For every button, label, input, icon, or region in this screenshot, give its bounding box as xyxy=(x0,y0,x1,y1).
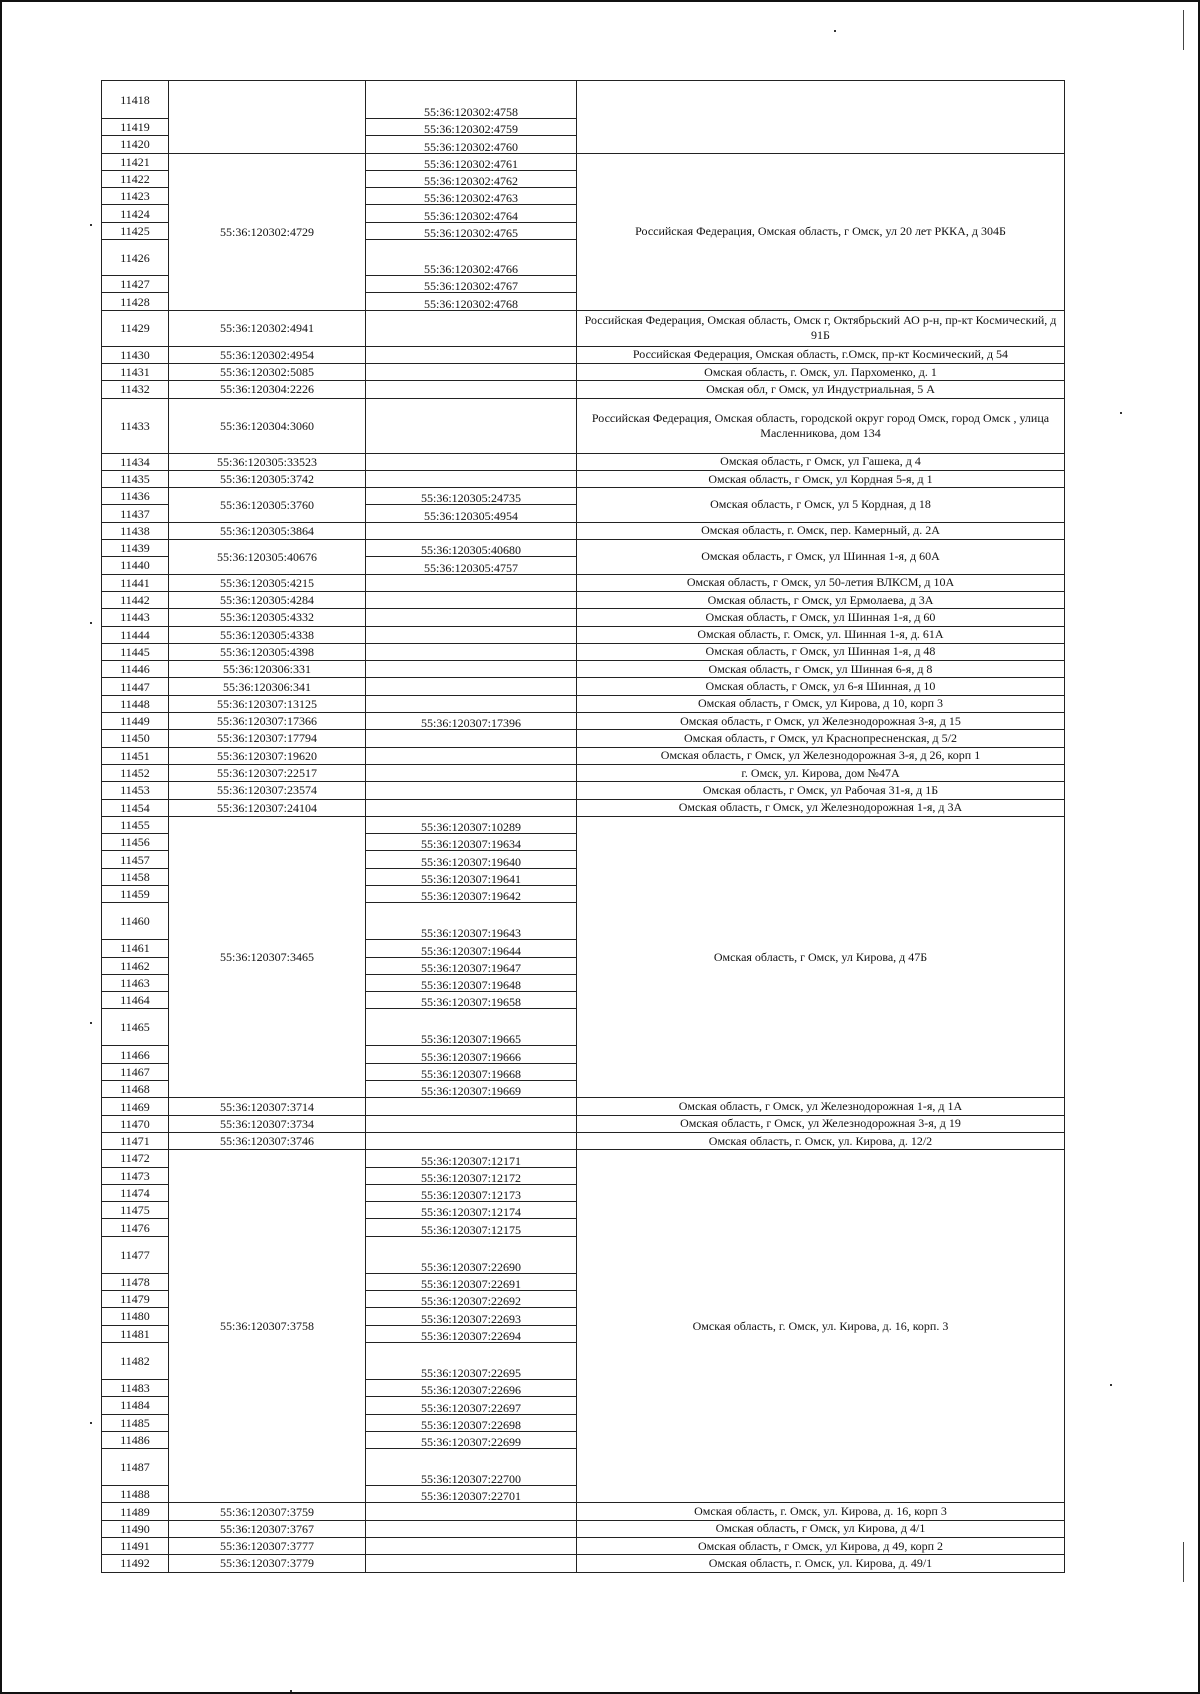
sub-parcel-cell: 55:36:120307:22699 xyxy=(366,1431,577,1448)
row-number-cell: 11457 xyxy=(102,851,169,868)
parcel-number-cell: 55:36:120302:4729 xyxy=(169,153,366,310)
sub-parcel-cell: 55:36:120307:22696 xyxy=(366,1379,577,1396)
sub-parcel-cell xyxy=(366,643,577,660)
parcel-number-cell xyxy=(169,81,366,154)
parcel-number-cell: 55:36:120302:5085 xyxy=(169,363,366,380)
address-cell: Омская область, г Омск, ул Ермолаева, д 3А xyxy=(577,591,1065,608)
sub-parcel-cell xyxy=(366,470,577,487)
row-number-cell: 11464 xyxy=(102,992,169,1009)
parcel-number-cell: 55:36:120305:4338 xyxy=(169,626,366,643)
table-row xyxy=(102,153,1065,170)
address-cell: Российская Федерация, Омская область, г Омск, ул 20 лет РККА, д 304Б xyxy=(577,153,1065,310)
sub-parcel-cell: 55:36:120307:19640 xyxy=(366,851,577,868)
row-number-cell: 11472 xyxy=(102,1150,169,1167)
sub-parcel-cell: 55:36:120307:22691 xyxy=(366,1273,577,1290)
table-row xyxy=(102,816,1065,833)
table-row xyxy=(102,1132,1065,1149)
sub-parcel-cell: 55:36:120307:10289 xyxy=(366,816,577,833)
sub-parcel-cell: 55:36:120307:19668 xyxy=(366,1063,577,1080)
address-cell: Российская Федерация, Омская область, городской округ город Омск, город Омск , улица Масленникова, дом 134 xyxy=(577,398,1065,453)
sub-parcel-cell: 55:36:120307:19665 xyxy=(366,1009,577,1046)
address-cell: г. Омск, ул. Кирова, дом №47А xyxy=(577,764,1065,781)
row-number-cell: 11471 xyxy=(102,1132,169,1149)
sub-parcel-cell xyxy=(366,1520,577,1537)
sub-parcel-cell: 55:36:120307:22697 xyxy=(366,1397,577,1414)
register-body xyxy=(102,81,1065,1573)
table-row xyxy=(102,470,1065,487)
sub-parcel-cell xyxy=(366,661,577,678)
row-number-cell: 11452 xyxy=(102,764,169,781)
sub-parcel-cell: 55:36:120305:4757 xyxy=(366,557,577,574)
row-number-cell: 11483 xyxy=(102,1379,169,1396)
sub-parcel-cell xyxy=(366,363,577,380)
row-number-cell: 11460 xyxy=(102,903,169,940)
parcel-number-cell: 55:36:120305:40676 xyxy=(169,540,366,575)
sub-parcel-cell xyxy=(366,695,577,712)
row-number-cell: 11468 xyxy=(102,1081,169,1098)
parcel-number-cell: 55:36:120304:2226 xyxy=(169,381,366,398)
sub-parcel-cell xyxy=(366,799,577,816)
sub-parcel-cell xyxy=(366,310,577,346)
row-number-cell: 11439 xyxy=(102,540,169,557)
table-row xyxy=(102,713,1065,730)
table-row xyxy=(102,522,1065,539)
table-row xyxy=(102,1098,1065,1115)
parcel-number-cell: 55:36:120305:4332 xyxy=(169,609,366,626)
sub-parcel-cell: 55:36:120302:4760 xyxy=(366,136,577,153)
sub-parcel-cell: 55:36:120305:24735 xyxy=(366,488,577,505)
row-number-cell: 11426 xyxy=(102,240,169,276)
table-row xyxy=(102,310,1065,346)
address-cell: Российская Федерация, Омская область, г.Омск, пр-кт Космический, д 54 xyxy=(577,346,1065,363)
address-cell: Омская область, г Омск, ул Кирова, д 4/1 xyxy=(577,1520,1065,1537)
sub-parcel-cell xyxy=(366,381,577,398)
address-cell: Омская область, г Омск, ул Краснопресненская, д 5/2 xyxy=(577,730,1065,747)
sub-parcel-cell: 55:36:120302:4767 xyxy=(366,276,577,293)
row-number-cell: 11429 xyxy=(102,310,169,346)
row-number-cell: 11428 xyxy=(102,293,169,310)
row-number-cell: 11459 xyxy=(102,885,169,902)
row-number-cell: 11420 xyxy=(102,136,169,153)
sub-parcel-cell: 55:36:120307:19642 xyxy=(366,885,577,902)
row-number-cell: 11485 xyxy=(102,1414,169,1431)
row-number-cell: 11467 xyxy=(102,1063,169,1080)
row-number-cell: 11443 xyxy=(102,609,169,626)
row-number-cell: 11455 xyxy=(102,816,169,833)
row-number-cell: 11433 xyxy=(102,398,169,453)
sub-parcel-cell: 55:36:120302:4764 xyxy=(366,205,577,222)
row-number-cell: 11451 xyxy=(102,747,169,764)
row-number-cell: 11454 xyxy=(102,799,169,816)
parcel-number-cell: 55:36:120307:3777 xyxy=(169,1538,366,1555)
row-number-cell: 11424 xyxy=(102,205,169,222)
row-number-cell: 11453 xyxy=(102,782,169,799)
table-row xyxy=(102,1520,1065,1537)
parcel-number-cell: 55:36:120305:3864 xyxy=(169,522,366,539)
row-number-cell: 11427 xyxy=(102,276,169,293)
sub-parcel-cell xyxy=(366,1115,577,1132)
sub-parcel-cell xyxy=(366,782,577,799)
table-row xyxy=(102,1150,1065,1167)
sub-parcel-cell xyxy=(366,398,577,453)
table-row xyxy=(102,695,1065,712)
sub-parcel-cell: 55:36:120307:19647 xyxy=(366,957,577,974)
address-cell: Омская область, г Омск, ул Железнодорожная 3-я, д 15 xyxy=(577,713,1065,730)
sub-parcel-cell: 55:36:120307:19658 xyxy=(366,992,577,1009)
row-number-cell: 11480 xyxy=(102,1308,169,1325)
scan-speck xyxy=(1110,1384,1112,1386)
sub-parcel-cell: 55:36:120302:4765 xyxy=(366,222,577,239)
sub-parcel-cell: 55:36:120307:19648 xyxy=(366,974,577,991)
parcel-number-cell: 55:36:120305:33523 xyxy=(169,453,366,470)
row-number-cell: 11432 xyxy=(102,381,169,398)
row-number-cell: 11473 xyxy=(102,1167,169,1184)
row-number-cell: 11475 xyxy=(102,1202,169,1219)
sub-parcel-cell xyxy=(366,1538,577,1555)
row-number-cell: 11492 xyxy=(102,1555,169,1572)
address-cell: Омская область, г. Омск, ул. Шинная 1-я, д. 61А xyxy=(577,626,1065,643)
row-number-cell: 11487 xyxy=(102,1449,169,1486)
sub-parcel-cell: 55:36:120307:19669 xyxy=(366,1081,577,1098)
sub-parcel-cell xyxy=(366,626,577,643)
table-row xyxy=(102,661,1065,678)
address-cell: Омская область, г Омск, ул Кирова, д 49, корп 2 xyxy=(577,1538,1065,1555)
row-number-cell: 11463 xyxy=(102,974,169,991)
sub-parcel-cell xyxy=(366,1098,577,1115)
table-row xyxy=(102,1555,1065,1572)
address-cell: Омская область, г Омск, ул Шинная 1-я, д 60А xyxy=(577,540,1065,575)
sub-parcel-cell: 55:36:120307:12172 xyxy=(366,1167,577,1184)
sub-parcel-cell: 55:36:120307:19666 xyxy=(366,1046,577,1063)
parcel-number-cell: 55:36:120305:4215 xyxy=(169,574,366,591)
parcel-number-cell: 55:36:120307:13125 xyxy=(169,695,366,712)
table-row xyxy=(102,81,1065,119)
sub-parcel-cell: 55:36:120307:12171 xyxy=(366,1150,577,1167)
address-cell: Омская область, г Омск, ул Железнодорожная 3-я, д 26, корп 1 xyxy=(577,747,1065,764)
sub-parcel-cell xyxy=(366,1555,577,1572)
parcel-number-cell: 55:36:120302:4941 xyxy=(169,310,366,346)
address-cell: Омская область, г Омск, ул Железнодорожная 1-я, д 3А xyxy=(577,799,1065,816)
address-cell: Омская область, г Омск, ул 6-я Шинная, д 10 xyxy=(577,678,1065,695)
row-number-cell: 11470 xyxy=(102,1115,169,1132)
sub-parcel-cell: 55:36:120307:22690 xyxy=(366,1236,577,1273)
address-cell: Омская область, г Омск, ул 5 Кордная, д 18 xyxy=(577,488,1065,523)
scan-speck xyxy=(290,1690,292,1692)
row-number-cell: 11490 xyxy=(102,1520,169,1537)
row-number-cell: 11461 xyxy=(102,940,169,957)
parcel-number-cell: 55:36:120307:3465 xyxy=(169,816,366,1098)
table-row xyxy=(102,747,1065,764)
row-number-cell: 11481 xyxy=(102,1325,169,1342)
row-number-cell: 11474 xyxy=(102,1184,169,1201)
address-cell: Омская область, г. Омск, ул. Пархоменко, д. 1 xyxy=(577,363,1065,380)
row-number-cell: 11448 xyxy=(102,695,169,712)
parcel-number-cell: 55:36:120305:3760 xyxy=(169,488,366,523)
sub-parcel-cell: 55:36:120307:22692 xyxy=(366,1291,577,1308)
row-number-cell: 11479 xyxy=(102,1291,169,1308)
row-number-cell: 11436 xyxy=(102,488,169,505)
table-row xyxy=(102,1538,1065,1555)
scan-edge-mark xyxy=(1183,1542,1184,1582)
row-number-cell: 11425 xyxy=(102,222,169,239)
parcel-number-cell: 55:36:120307:3767 xyxy=(169,1520,366,1537)
parcel-number-cell: 55:36:120305:4398 xyxy=(169,643,366,660)
row-number-cell: 11491 xyxy=(102,1538,169,1555)
row-number-cell: 11456 xyxy=(102,834,169,851)
row-number-cell: 11488 xyxy=(102,1486,169,1503)
row-number-cell: 11489 xyxy=(102,1503,169,1520)
scan-speck xyxy=(834,30,836,32)
sub-parcel-cell xyxy=(366,453,577,470)
parcel-number-cell: 55:36:120307:3746 xyxy=(169,1132,366,1149)
row-number-cell: 11430 xyxy=(102,346,169,363)
address-cell: Омская область, г Омск, ул Железнодорожная 3-я, д 19 xyxy=(577,1115,1065,1132)
parcel-number-cell: 55:36:120307:3779 xyxy=(169,1555,366,1572)
table-row xyxy=(102,1115,1065,1132)
row-number-cell: 11442 xyxy=(102,591,169,608)
address-cell: Омская область, г Омск, ул Кордная 5-я, д 1 xyxy=(577,470,1065,487)
sub-parcel-cell: 55:36:120307:19643 xyxy=(366,903,577,940)
table-row xyxy=(102,643,1065,660)
address-cell: Омская область, г. Омск, ул. Кирова, д. 16, корп. 3 xyxy=(577,1150,1065,1503)
row-number-cell: 11486 xyxy=(102,1431,169,1448)
table-row xyxy=(102,609,1065,626)
row-number-cell: 11437 xyxy=(102,505,169,522)
parcel-number-cell: 55:36:120307:3734 xyxy=(169,1115,366,1132)
table-row xyxy=(102,730,1065,747)
sub-parcel-cell: 55:36:120302:4761 xyxy=(366,153,577,170)
address-cell: Омская область, г Омск, ул Шинная 6-я, д 8 xyxy=(577,661,1065,678)
sub-parcel-cell: 55:36:120305:4954 xyxy=(366,505,577,522)
parcel-number-cell: 55:36:120304:3060 xyxy=(169,398,366,453)
row-number-cell: 11449 xyxy=(102,713,169,730)
sub-parcel-cell xyxy=(366,1503,577,1520)
row-number-cell: 11435 xyxy=(102,470,169,487)
table-row xyxy=(102,363,1065,380)
parcel-number-cell: 55:36:120307:3758 xyxy=(169,1150,366,1503)
sub-parcel-cell: 55:36:120302:4766 xyxy=(366,240,577,276)
row-number-cell: 11458 xyxy=(102,868,169,885)
address-cell: Омская область, г. Омск, ул. Кирова, д. 16, корп 3 xyxy=(577,1503,1065,1520)
row-number-cell: 11423 xyxy=(102,188,169,205)
row-number-cell: 11462 xyxy=(102,957,169,974)
row-number-cell: 11438 xyxy=(102,522,169,539)
parcel-number-cell: 55:36:120307:17366 xyxy=(169,713,366,730)
sub-parcel-cell: 55:36:120307:12173 xyxy=(366,1184,577,1201)
row-number-cell: 11476 xyxy=(102,1219,169,1236)
parcel-number-cell: 55:36:120305:3742 xyxy=(169,470,366,487)
parcel-number-cell: 55:36:120302:4954 xyxy=(169,346,366,363)
address-cell: Омская область, г Омск, ул Кирова, д 47Б xyxy=(577,816,1065,1098)
parcel-number-cell: 55:36:120306:331 xyxy=(169,661,366,678)
sub-parcel-cell: 55:36:120307:22701 xyxy=(366,1486,577,1503)
sub-parcel-cell: 55:36:120307:19641 xyxy=(366,868,577,885)
address-cell: Омская область, г Омск, ул Кирова, д 10, корп 3 xyxy=(577,695,1065,712)
sub-parcel-cell: 55:36:120302:4768 xyxy=(366,293,577,310)
sub-parcel-cell xyxy=(366,678,577,695)
parcel-number-cell: 55:36:120307:3714 xyxy=(169,1098,366,1115)
sub-parcel-cell xyxy=(366,764,577,781)
sub-parcel-cell: 55:36:120307:19644 xyxy=(366,940,577,957)
row-number-cell: 11469 xyxy=(102,1098,169,1115)
address-cell: Омская область, г Омск, ул Рабочая 31-я, д 1Б xyxy=(577,782,1065,799)
row-number-cell: 11434 xyxy=(102,453,169,470)
sub-parcel-cell: 55:36:120307:22695 xyxy=(366,1342,577,1379)
sub-parcel-cell: 55:36:120307:12175 xyxy=(366,1219,577,1236)
table-row xyxy=(102,591,1065,608)
table-row xyxy=(102,381,1065,398)
row-number-cell: 11446 xyxy=(102,661,169,678)
scan-speck xyxy=(90,1022,92,1024)
parcel-register-table xyxy=(101,80,1065,1573)
parcel-number-cell: 55:36:120307:22517 xyxy=(169,764,366,781)
parcel-number-cell: 55:36:120307:23574 xyxy=(169,782,366,799)
sub-parcel-cell: 55:36:120307:19634 xyxy=(366,834,577,851)
row-number-cell: 11422 xyxy=(102,170,169,187)
scan-speck xyxy=(90,1422,92,1424)
row-number-cell: 11444 xyxy=(102,626,169,643)
address-cell: Омская область, г Омск, ул Шинная 1-я, д 60 xyxy=(577,609,1065,626)
sub-parcel-cell: 55:36:120307:17396 xyxy=(366,713,577,730)
table-row xyxy=(102,488,1065,505)
row-number-cell: 11466 xyxy=(102,1046,169,1063)
sub-parcel-cell: 55:36:120305:40680 xyxy=(366,540,577,557)
row-number-cell: 11478 xyxy=(102,1273,169,1290)
table-row xyxy=(102,540,1065,557)
parcel-number-cell: 55:36:120306:341 xyxy=(169,678,366,695)
sub-parcel-cell: 55:36:120302:4758 xyxy=(366,81,577,119)
sub-parcel-cell: 55:36:120307:22694 xyxy=(366,1325,577,1342)
sub-parcel-cell: 55:36:120302:4762 xyxy=(366,170,577,187)
address-cell: Омская область, г Омск, ул Шинная 1-я, д 48 xyxy=(577,643,1065,660)
table-row xyxy=(102,799,1065,816)
scan-speck xyxy=(90,224,92,226)
table-row xyxy=(102,398,1065,453)
row-number-cell: 11440 xyxy=(102,557,169,574)
parcel-number-cell: 55:36:120307:17794 xyxy=(169,730,366,747)
address-cell: Омская область, г Омск, ул 50-летия ВЛКСМ, д 10А xyxy=(577,574,1065,591)
parcel-number-cell: 55:36:120307:24104 xyxy=(169,799,366,816)
table-row xyxy=(102,1503,1065,1520)
parcel-number-cell: 55:36:120305:4284 xyxy=(169,591,366,608)
address-cell: Омская область, г. Омск, ул. Кирова, д. 12/2 xyxy=(577,1132,1065,1149)
address-cell: Омская область, г Омск, ул Железнодорожная 1-я, д 1А xyxy=(577,1098,1065,1115)
table-row xyxy=(102,764,1065,781)
sub-parcel-cell xyxy=(366,747,577,764)
sub-parcel-cell: 55:36:120302:4759 xyxy=(366,119,577,136)
row-number-cell: 11421 xyxy=(102,153,169,170)
sub-parcel-cell xyxy=(366,1132,577,1149)
address-cell: Омская область, г. Омск, пер. Камерный, д. 2А xyxy=(577,522,1065,539)
sub-parcel-cell xyxy=(366,609,577,626)
row-number-cell: 11447 xyxy=(102,678,169,695)
address-cell: Омская обл, г Омск, ул Индустриальная, 5 А xyxy=(577,381,1065,398)
row-number-cell: 11465 xyxy=(102,1009,169,1046)
row-number-cell: 11477 xyxy=(102,1236,169,1273)
table-row xyxy=(102,782,1065,799)
sub-parcel-cell: 55:36:120307:12174 xyxy=(366,1202,577,1219)
row-number-cell: 11482 xyxy=(102,1342,169,1379)
row-number-cell: 11450 xyxy=(102,730,169,747)
table-row xyxy=(102,574,1065,591)
address-cell: Омская область, г. Омск, ул. Кирова, д. 49/1 xyxy=(577,1555,1065,1572)
parcel-number-cell: 55:36:120307:19620 xyxy=(169,747,366,764)
table-row xyxy=(102,626,1065,643)
scan-edge-mark xyxy=(1183,10,1184,50)
row-number-cell: 11419 xyxy=(102,119,169,136)
parcel-number-cell: 55:36:120307:3759 xyxy=(169,1503,366,1520)
scan-speck xyxy=(1120,412,1122,414)
sub-parcel-cell: 55:36:120302:4763 xyxy=(366,188,577,205)
address-cell xyxy=(577,81,1065,154)
table-row xyxy=(102,346,1065,363)
table-row xyxy=(102,678,1065,695)
row-number-cell: 11431 xyxy=(102,363,169,380)
address-cell: Омская область, г Омск, ул Гашека, д 4 xyxy=(577,453,1065,470)
sub-parcel-cell: 55:36:120307:22698 xyxy=(366,1414,577,1431)
sub-parcel-cell: 55:36:120307:22700 xyxy=(366,1449,577,1486)
scan-speck xyxy=(90,622,92,624)
sub-parcel-cell xyxy=(366,574,577,591)
sub-parcel-cell xyxy=(366,346,577,363)
sub-parcel-cell xyxy=(366,591,577,608)
sub-parcel-cell xyxy=(366,730,577,747)
address-cell: Российская Федерация, Омская область, Омск г, Октябрьский АО р-н, пр-кт Космический, д 91Б xyxy=(577,310,1065,346)
row-number-cell: 11441 xyxy=(102,574,169,591)
table-row xyxy=(102,453,1065,470)
row-number-cell: 11484 xyxy=(102,1397,169,1414)
sub-parcel-cell xyxy=(366,522,577,539)
row-number-cell: 11418 xyxy=(102,81,169,119)
sub-parcel-cell: 55:36:120307:22693 xyxy=(366,1308,577,1325)
row-number-cell: 11445 xyxy=(102,643,169,660)
